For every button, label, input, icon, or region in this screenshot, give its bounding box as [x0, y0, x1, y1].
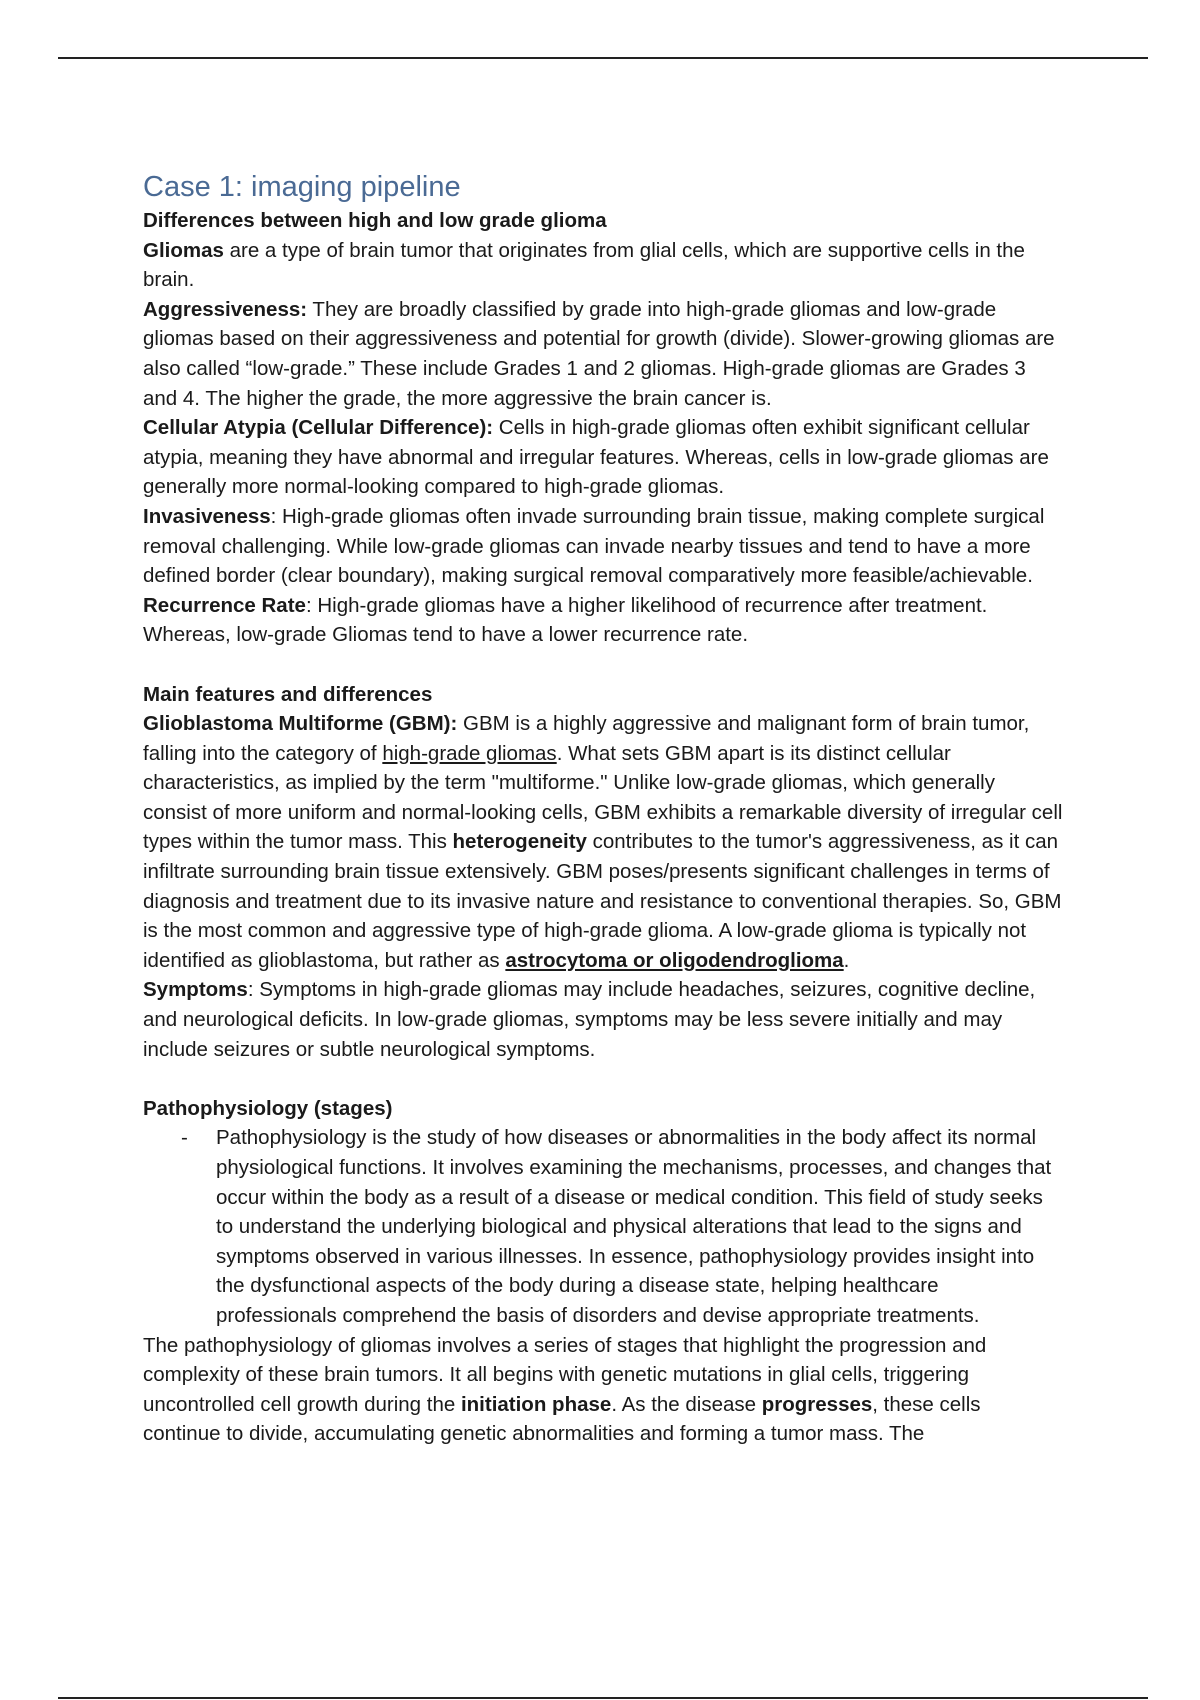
- paragraph-pathophysiology-stages: The pathophysiology of gliomas involves a series of stages that highlight the progression and complexity of these brain tumors. It all begins with genetic mutations in glial cells, triggering uncontrolled cell growth during the initiation phase. As the disease progresses, these cells continue to divide, accumulating genetic abnormalities and forming a tumor mass. The: [143, 1333, 987, 1446]
- list-item: - Pathophysiology is the study of how diseases or abnormalities in the body affect its normal physiological functions. It involves examining the mechanisms, processes, and changes that occur within the body as a result of a disease or medical condition. This field of study seeks to understand the underlying biological and physical alterations that lead to the signs and symptoms observed in various illnesses. In essence, pathophysiology provides insight into the dysfunctional aspects of the body during a disease state, helping healthcare professionals comprehend the basis of disorders and devise appropriate treatments.: [143, 1123, 1063, 1330]
- footer-rule: [58, 1697, 1148, 1699]
- bullet-list: [143, 1123, 1063, 1330]
- spacer: [143, 650, 1063, 680]
- page-title: Case 1: imaging pipeline: [143, 171, 461, 203]
- paragraph-cellular-atypia: Cellular Atypia (Cellular Difference): Cells in high-grade gliomas often exhibit significant cellular atypia, meaning they have abnormal and irregular features. Whereas, cells in low-grade gliomas are generally more normal-looking compared to high-grade gliomas.: [143, 416, 1049, 499]
- paragraph-symptoms: Symptoms: Symptoms in high-grade gliomas may include headaches, seizures, cognitive decline, and neurological deficits. In low-grade gliomas, symptoms may be less severe initially and may include seizures or subtle neurological symptoms.: [143, 978, 1036, 1061]
- document-body: [143, 168, 1063, 1449]
- paragraph-invasiveness: Invasiveness: High-grade gliomas often invade surrounding brain tissue, making complete surgical removal challenging. While low-grade gliomas can invade nearby tissues and tend to have a more defined border (clear boundary), making surgical removal comparatively more feasible/achievable.: [143, 504, 1045, 588]
- spacer: [143, 1064, 1063, 1094]
- paragraph-gbm: Glioblastoma Multiforme (GBM): GBM is a highly aggressive and malignant form of brain tumor, falling into the category of high-grade gliomas. What sets GBM apart is its distinct cellular characteristics, as implied by the term "multiforme." Unlike low-grade gliomas, which generally consist of more uniform and normal-looking cells, GBM exhibits a remarkable diversity of irregular cell types within the tumor mass. This heterogeneity contributes to the tumor's aggressiveness, as it can infiltrate surrounding brain tissue extensively. GBM poses/presents significant challenges in terms of diagnosis and treatment due to its invasive nature and resistance to conventional therapies. So, GBM is the most common and aggressive type of high-grade glioma. A low-grade glioma is typically not identified as glioblastoma, but rather as astrocytoma or oligodendroglioma.: [143, 712, 1063, 972]
- section-heading-pathophysiology: Pathophysiology (stages): [143, 1096, 393, 1120]
- paragraph-gliomas: Gliomas are a type of brain tumor that originates from glial cells, which are supportive cells in the brain.: [143, 238, 1025, 292]
- header-rule: [58, 57, 1148, 59]
- paragraph-recurrence-rate: Recurrence Rate: High-grade gliomas have a higher likelihood of recurrence after treatment. Whereas, low-grade Gliomas tend to have a lower recurrence rate.: [143, 593, 988, 647]
- section-heading-differences: Differences between high and low grade glioma: [143, 209, 607, 232]
- paragraph-aggressiveness: Aggressiveness: They are broadly classified by grade into high-grade gliomas and low-grade gliomas based on their aggressiveness and potential for growth (divide). Slower-growing gliomas are also called “low-grade.” These include Grades 1 and 2 gliomas. High-grade gliomas are Grades 3 and 4. The higher the grade, the more aggressive the brain cancer is.: [143, 297, 1055, 410]
- section-heading-main-features: Main features and differences: [143, 682, 433, 706]
- bullet-dash-icon: -: [181, 1126, 188, 1150]
